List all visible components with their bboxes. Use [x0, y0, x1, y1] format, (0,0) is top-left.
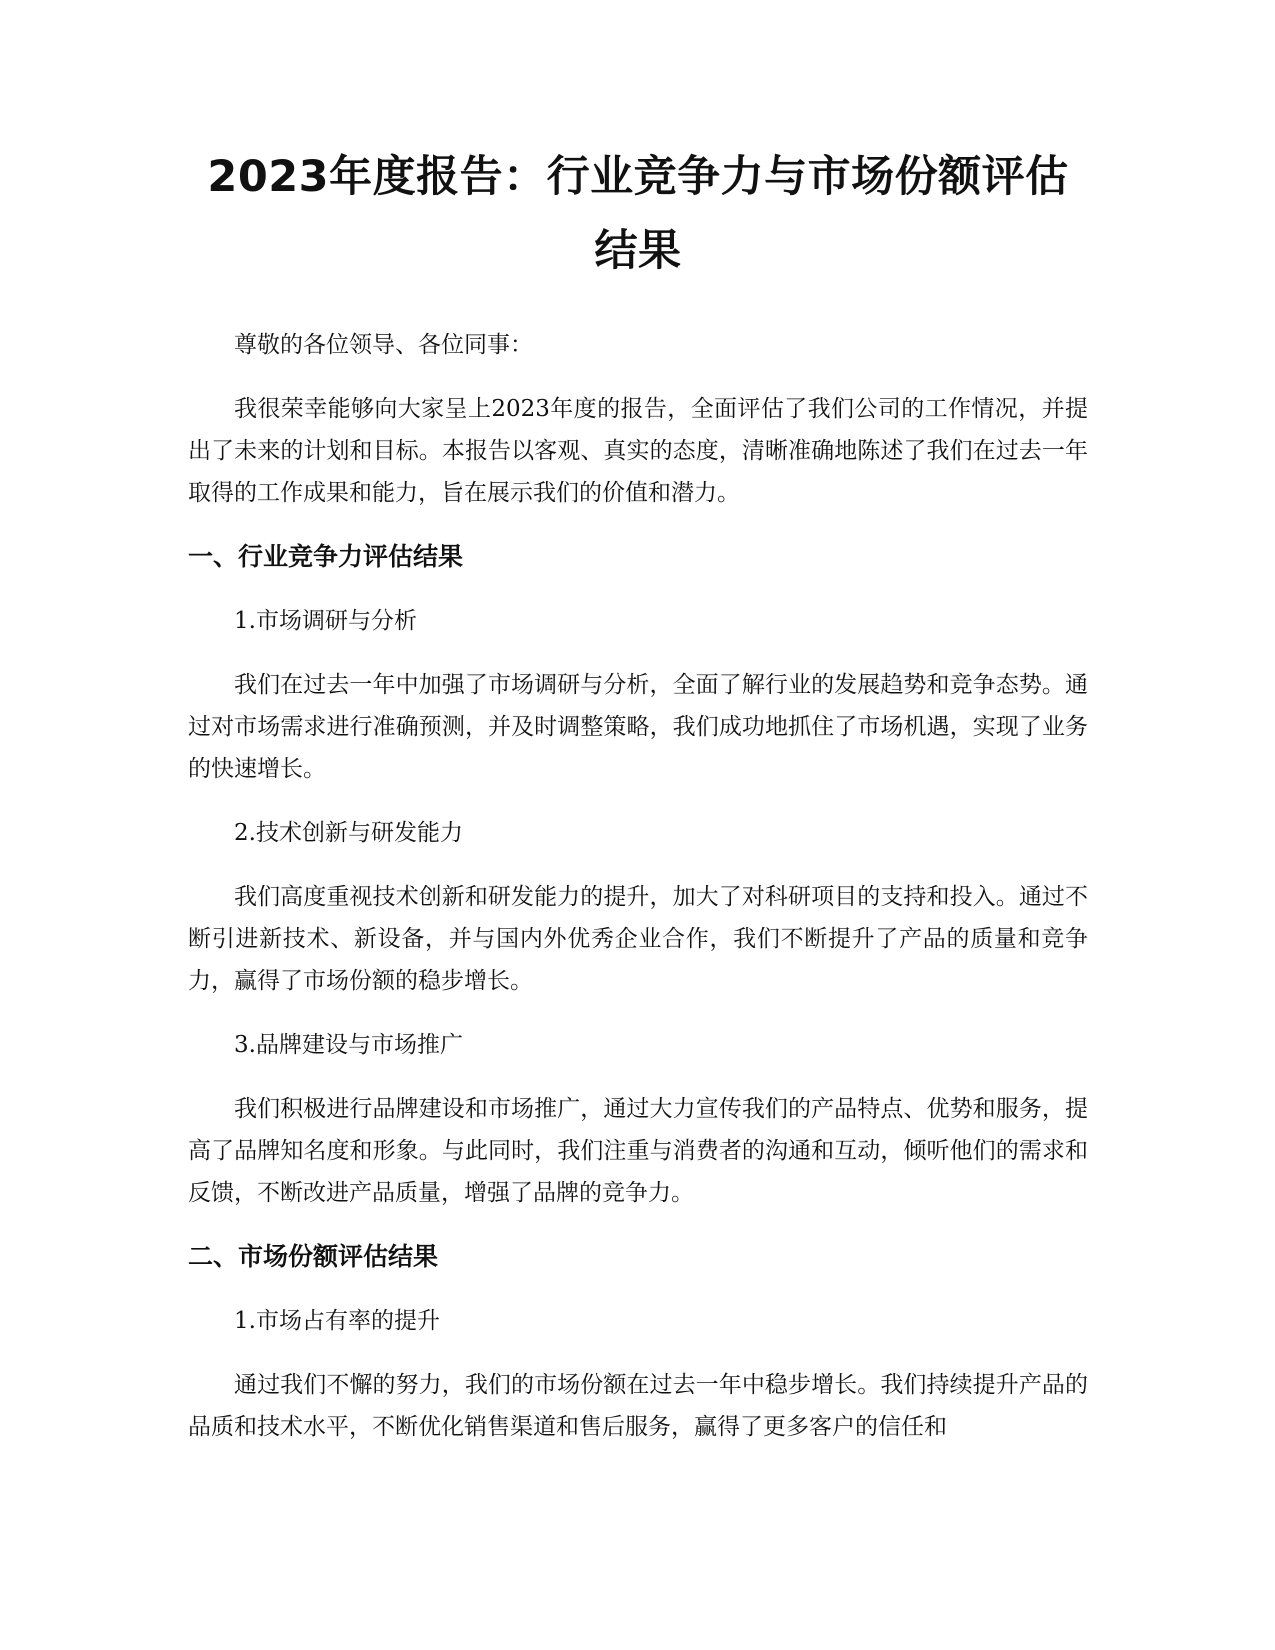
spacer: [188, 1278, 1088, 1300]
subsection-heading: 1.市场调研与分析: [234, 608, 417, 634]
subsection-body: 我们高度重视技术创新和研发能力的提升，加大了对科研项目的支持和投入。通过不断引进新技术、新设备，并与国内外优秀企业合作，我们不断提升了产品的质量和竞争力，赢得了市场份额的稳步增长。: [188, 884, 1088, 994]
section-heading: 一、行业竞争力评估结果: [188, 542, 464, 571]
spacer: [188, 514, 1088, 536]
spacer: [188, 578, 1088, 600]
subsection-heading: 1.市场占有率的提升: [234, 1308, 440, 1334]
subsection-body: 我们积极进行品牌建设和市场推广，通过大力宣传我们的产品特点、优势和服务，提高了品牌知名度和形象。与此同时，我们注重与消费者的沟通和互动，倾听他们的需求和反馈，不断改进产品质量，增强了品牌的竞争力。: [188, 1096, 1088, 1206]
spacer: [188, 854, 1088, 876]
document-title: 2023年度报告：行业竞争力与市场份额评估结果: [207, 152, 1069, 276]
spacer: [188, 1342, 1088, 1364]
spacer: [188, 1214, 1088, 1236]
salutation: 尊敬的各位领导、各位同事：: [234, 332, 533, 358]
spacer: [188, 642, 1088, 664]
spacer: [188, 790, 1088, 812]
subsection-heading: 2.技术创新与研发能力: [234, 820, 463, 846]
subsection-body: 我们在过去一年中加强了市场调研与分析，全面了解行业的发展趋势和竞争态势。通过对市场需求进行准确预测，并及时调整策略，我们成功地抓住了市场机遇，实现了业务的快速增长。: [188, 672, 1088, 782]
subsection-body: 通过我们不懈的努力，我们的市场份额在过去一年中稳步增长。我们持续提升产品的品质和技术水平，不断优化销售渠道和售后服务，赢得了更多客户的信任和: [188, 1372, 1088, 1440]
intro-paragraph: 我很荣幸能够向大家呈上2023年度的报告，全面评估了我们公司的工作情况，并提出了未来的计划和目标。本报告以客观、真实的态度，清晰准确地陈述了我们在过去一年取得的工作成果和能力，旨在展示我们的价值和潜力。: [188, 396, 1088, 506]
subsection-heading: 3.品牌建设与市场推广: [234, 1032, 463, 1058]
spacer: [188, 1002, 1088, 1024]
spacer: [188, 366, 1088, 388]
spacer: [188, 288, 1088, 324]
spacer: [188, 1066, 1088, 1088]
document-page: [188, 140, 1088, 1448]
section-heading: 二、市场份额评估结果: [188, 1242, 439, 1271]
